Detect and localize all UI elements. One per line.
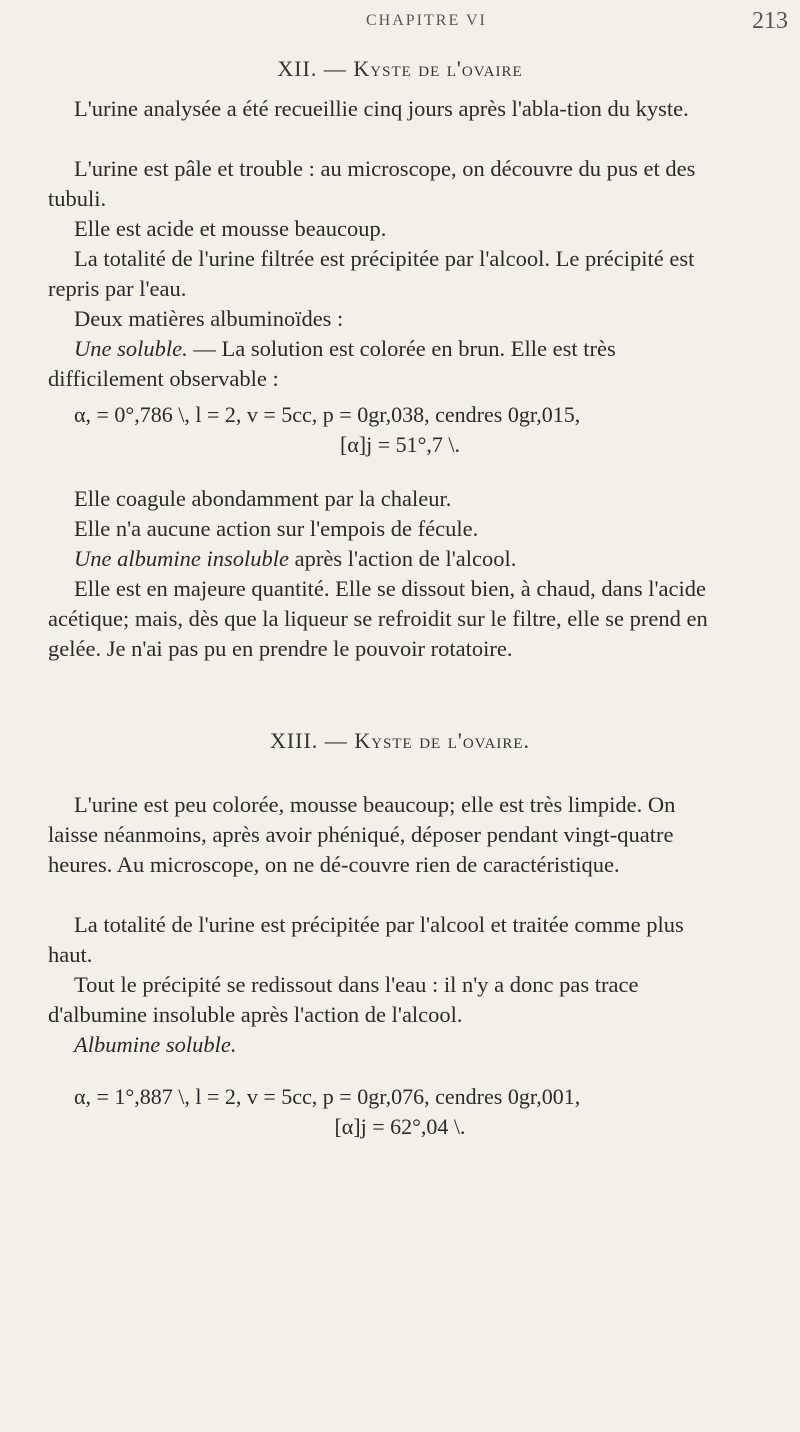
- xiii-formula-line-1: α, = 1°,887 \, l = 2, v = 5cc, p = 0gr,076, cendres 0gr,001,: [74, 1084, 581, 1109]
- xii-paragraph-6-text: — La solution est colorée en brun. Elle est très difficilement observable :: [48, 336, 616, 391]
- xii-paragraph-2: L'urine est pâle et trouble : au microscope, on découvre du pus et des tubuli.: [48, 156, 696, 211]
- xii-paragraph-3: Elle est acide et mousse beaucoup.: [74, 216, 387, 241]
- xii-paragraph-10: Elle est en majeure quantité. Elle se dissout bien, à chaud, dans l'acide acétique; mais, dès que la liqueur se refroidit sur le filtre, elle se prend en gelée. Je n'ai pas pu en prendre le pouvoir rotatoire.: [48, 576, 708, 661]
- running-head: [0, 8, 800, 38]
- xiii-soluble-label: Albumine soluble.: [74, 1032, 237, 1057]
- xii-paragraph-6: [48, 334, 724, 394]
- section-xiii-title: Kyste de l'ovaire.: [354, 728, 531, 753]
- xiii-paragraph-4: [48, 1030, 724, 1060]
- xii-paragraph-5: Deux matières albuminoïdes :: [74, 306, 344, 331]
- xiii-formula-line-2: [α]j = 62°,04 \.: [334, 1114, 466, 1139]
- xii-paragraph-7: Elle coagule abondamment par la chaleur.: [74, 486, 452, 511]
- xiii-paragraph-1: L'urine est peu colorée, mousse beaucoup; elle est très limpide. On laisse néanmoins, après avoir phéniqué, déposer pendant vingt-quatre heures. Au microscope, on ne dé-couvre rien de caractéristique.: [48, 792, 676, 877]
- xii-paragraph-9: [48, 544, 724, 574]
- xii-paragraph-1: L'urine analysée a été recueillie cinq jours après l'abla-tion du kyste.: [74, 96, 689, 121]
- xii-soluble-label: Une soluble.: [74, 336, 188, 361]
- xii-insoluble-label: Une albumine insoluble: [74, 546, 289, 571]
- running-title: CHAPITRE VI: [366, 12, 487, 29]
- section-xii-number: XII. —: [277, 56, 354, 81]
- xii-paragraph-4: La totalité de l'urine filtrée est précipitée par l'alcool. Le précipité est repris par l'eau.: [48, 246, 695, 301]
- section-xii-title: Kyste de l'ovaire: [353, 56, 523, 81]
- section-xiii-heading: [0, 728, 800, 754]
- page-number: 213: [752, 8, 788, 34]
- section-xii-heading: [0, 56, 800, 82]
- section-xiii-number: XIII. —: [269, 728, 355, 753]
- xii-paragraph-9-text: après l'action de l'alcool.: [288, 546, 517, 571]
- xiii-paragraph-3: Tout le précipité se redissout dans l'eau : il n'y a donc pas trace d'albumine insoluble après l'action de l'alcool.: [48, 972, 639, 1027]
- xii-formula-line-2: [α]j = 51°,7 \.: [339, 432, 461, 457]
- xii-paragraph-8: Elle n'a aucune action sur l'empois de fécule.: [74, 516, 479, 541]
- xii-formula-line-1: α, = 0°,786 \, l = 2, v = 5cc, p = 0gr,038, cendres 0gr,015,: [74, 402, 581, 427]
- xiii-paragraph-2: La totalité de l'urine est précipitée par l'alcool et traitée comme plus haut.: [48, 912, 684, 967]
